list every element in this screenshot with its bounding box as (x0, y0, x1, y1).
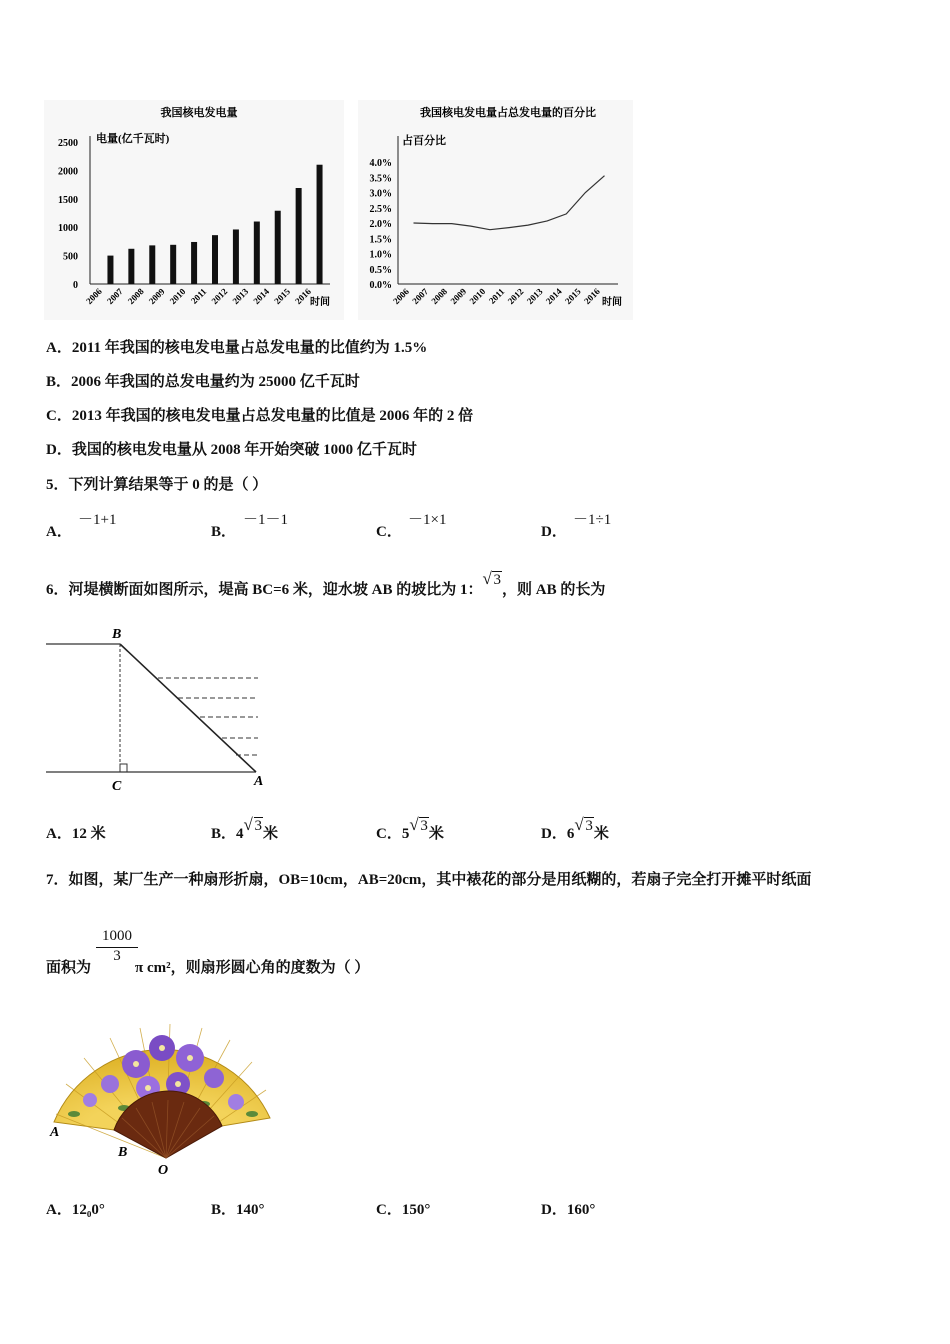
q5-option-c[interactable] (376, 512, 447, 541)
q4-option-b[interactable]: B．2006 年我国的总发电量约为 25000 亿千瓦时 (46, 374, 360, 390)
q6-stem-sqrt: √ 3 (482, 569, 501, 588)
bar-xtick-label: 2010 (167, 286, 188, 307)
q5-option-a-expr: －1+1 (78, 512, 117, 528)
q6-stem-part2: ，则 AB 的长为 (501, 582, 606, 598)
q6-option-d-sqrt: √ 3 (574, 815, 593, 834)
line-xtick-label: 2012 (505, 286, 526, 307)
line-xtick-label: 2006 (391, 286, 411, 307)
q6-option-b[interactable] (211, 815, 279, 843)
nuclear-output-bar-chart (44, 100, 344, 320)
bar-2009 (170, 245, 176, 284)
q4-option-a[interactable]: A．2011 年我国的核电发电量占总发电量的比值约为 1.5% (46, 340, 428, 356)
bar-2014 (275, 211, 281, 284)
bar-2015 (296, 188, 302, 284)
bar-xtick-label: 2007 (104, 286, 125, 307)
bar-2007 (128, 249, 134, 284)
line-chart-xlabel: 时间 (602, 297, 622, 308)
q5-stem: 5．下列计算结果等于 0 的是（ ） (46, 477, 268, 493)
line-ytick-label: 4.0% (369, 158, 392, 169)
q5-option-c-label: C． (376, 524, 402, 540)
q7-option-d[interactable]: D．160° (541, 1202, 596, 1218)
bar-xtick-label: 2011 (188, 286, 209, 306)
q6-option-c[interactable] (376, 815, 444, 843)
bar-chart-ylabel: 电量(亿千瓦时) (96, 133, 170, 145)
bar-2006 (107, 256, 113, 284)
slope-ab (120, 644, 256, 772)
bar-xtick-label: 2013 (230, 286, 251, 307)
line-chart-title: 我国核电发电量占总发电量的百分比 (420, 107, 596, 119)
line-xtick-label: 2014 (543, 286, 564, 307)
folding-fan-image (44, 1018, 276, 1178)
q6-option-b-label: B．4 (211, 826, 244, 842)
q5-option-a[interactable] (46, 512, 117, 541)
line-ytick-label: 1.5% (369, 234, 392, 246)
bar-xtick-label: 2016 (293, 286, 313, 307)
bar-chart-xlabel: 时间 (310, 297, 330, 308)
embankment-diagram (44, 624, 274, 796)
line-chart-ylabel: 占百分比 (402, 135, 446, 147)
q7-option-a[interactable]: A．12₀0° (46, 1202, 105, 1218)
q6-option-c-sqrt: √ 3 (409, 815, 428, 834)
q5-option-b[interactable] (211, 512, 289, 541)
bar-ytick-label: 500 (63, 251, 78, 263)
right-angle-mark (120, 764, 127, 772)
bar-xtick-label: 2014 (251, 286, 272, 307)
q6-option-c-label: C．5 (376, 826, 410, 842)
q5-option-a-label: A． (46, 524, 72, 540)
bar-2010 (191, 242, 197, 284)
line-ytick-label: 0.0% (369, 280, 392, 291)
area-fraction (96, 928, 138, 965)
q7-stem-line1: 7．如图，某厂生产一种扇形折扇，OB=10cm，AB=20cm，其中裱花的部分是用纸糊的，若扇子完全打开摊平时纸面 (46, 872, 812, 888)
q6-stem (46, 569, 606, 599)
line-xtick-label: 2013 (524, 286, 545, 307)
bar-ytick-label: 1000 (58, 223, 78, 235)
bar-2016 (317, 165, 323, 284)
bar-xtick-label: 2015 (272, 286, 293, 307)
q5-option-d-expr: －1÷1 (573, 512, 612, 528)
fraction-numerator: 1000 (96, 928, 138, 948)
q4-option-c[interactable]: C．2013 年我国的核电发电量占总发电量的比值是 2006 年的 2 倍 (46, 408, 474, 424)
bar-chart-title: 我国核电发电量 (160, 107, 238, 119)
q5-option-d[interactable] (541, 512, 612, 541)
q7-stem-pre: 面积为 (46, 960, 92, 976)
q7-stem-post: π cm²，则扇形圆心角的度数为（ ） (135, 960, 370, 976)
fan-point-o-label: O (158, 1163, 169, 1178)
q6-option-b-sqrt: √ 3 (243, 815, 263, 834)
line-ytick-label: 0.5% (369, 264, 392, 276)
fan-point-a-label: A (50, 1125, 60, 1140)
q6-option-b-unit: 米 (263, 826, 279, 842)
line-xtick-label: 2010 (467, 286, 488, 307)
line-xtick-label: 2009 (448, 286, 469, 307)
bar-ytick-label: 2500 (58, 138, 78, 149)
q6-option-c-unit: 米 (428, 826, 444, 842)
q4-option-d[interactable]: D．我国的核电发电量从 2008 年开始突破 1000 亿千瓦时 (46, 442, 417, 458)
fraction-denominator: 3 (113, 948, 121, 964)
water-lines (158, 678, 258, 755)
bar-xtick-label: 2012 (209, 286, 230, 307)
bar-ytick-label: 1500 (58, 194, 78, 206)
q7-stem-line2 (46, 956, 369, 977)
line-ytick-label: 3.0% (369, 188, 392, 200)
bar-ytick-label: 0 (73, 280, 78, 291)
point-a-label: A (254, 774, 264, 789)
line-ytick-label: 1.0% (369, 249, 392, 261)
bar-2008 (149, 245, 155, 284)
line-ytick-label: 2.0% (369, 219, 392, 230)
q6-stem-part1: 6．河堤横断面如图所示，堤高 BC=6 米，迎水坡 AB 的坡比为 1： (46, 582, 483, 598)
nuclear-share-line-chart (358, 100, 633, 320)
q6-option-a[interactable]: A．12 米 (46, 826, 106, 842)
q5-option-d-label: D． (541, 524, 567, 540)
bar-2012 (233, 229, 239, 284)
line-ytick-label: 3.5% (369, 173, 392, 185)
line-xtick-label: 2016 (582, 286, 602, 307)
q6-option-d[interactable] (541, 815, 609, 843)
fan-point-b-label: B (118, 1145, 128, 1160)
bar-xtick-label: 2006 (84, 286, 104, 307)
line-xtick-label: 2015 (562, 286, 583, 307)
bar-xtick-label: 2008 (125, 286, 146, 307)
bar-xtick-label: 2009 (146, 286, 167, 307)
bar-ytick-label: 2000 (58, 166, 78, 178)
line-xtick-label: 2011 (486, 286, 507, 306)
bar-2011 (212, 235, 218, 284)
line-xtick-label: 2007 (410, 286, 431, 307)
point-b-label: B (112, 627, 122, 642)
q5-option-c-expr: －1×1 (408, 512, 447, 528)
point-c-label: C (112, 779, 122, 794)
q5-option-b-label: B． (211, 524, 237, 540)
q6-option-d-label: D．6 (541, 826, 575, 842)
q5-option-b-expr: －1－1 (243, 512, 289, 528)
line-xtick-label: 2008 (429, 286, 450, 307)
q7-option-c[interactable]: C．150° (376, 1202, 431, 1218)
q7-option-b[interactable]: B．140° (211, 1202, 265, 1218)
line-ytick-label: 2.5% (369, 203, 392, 215)
bar-2013 (254, 222, 260, 284)
q6-option-d-unit: 米 (593, 826, 609, 842)
